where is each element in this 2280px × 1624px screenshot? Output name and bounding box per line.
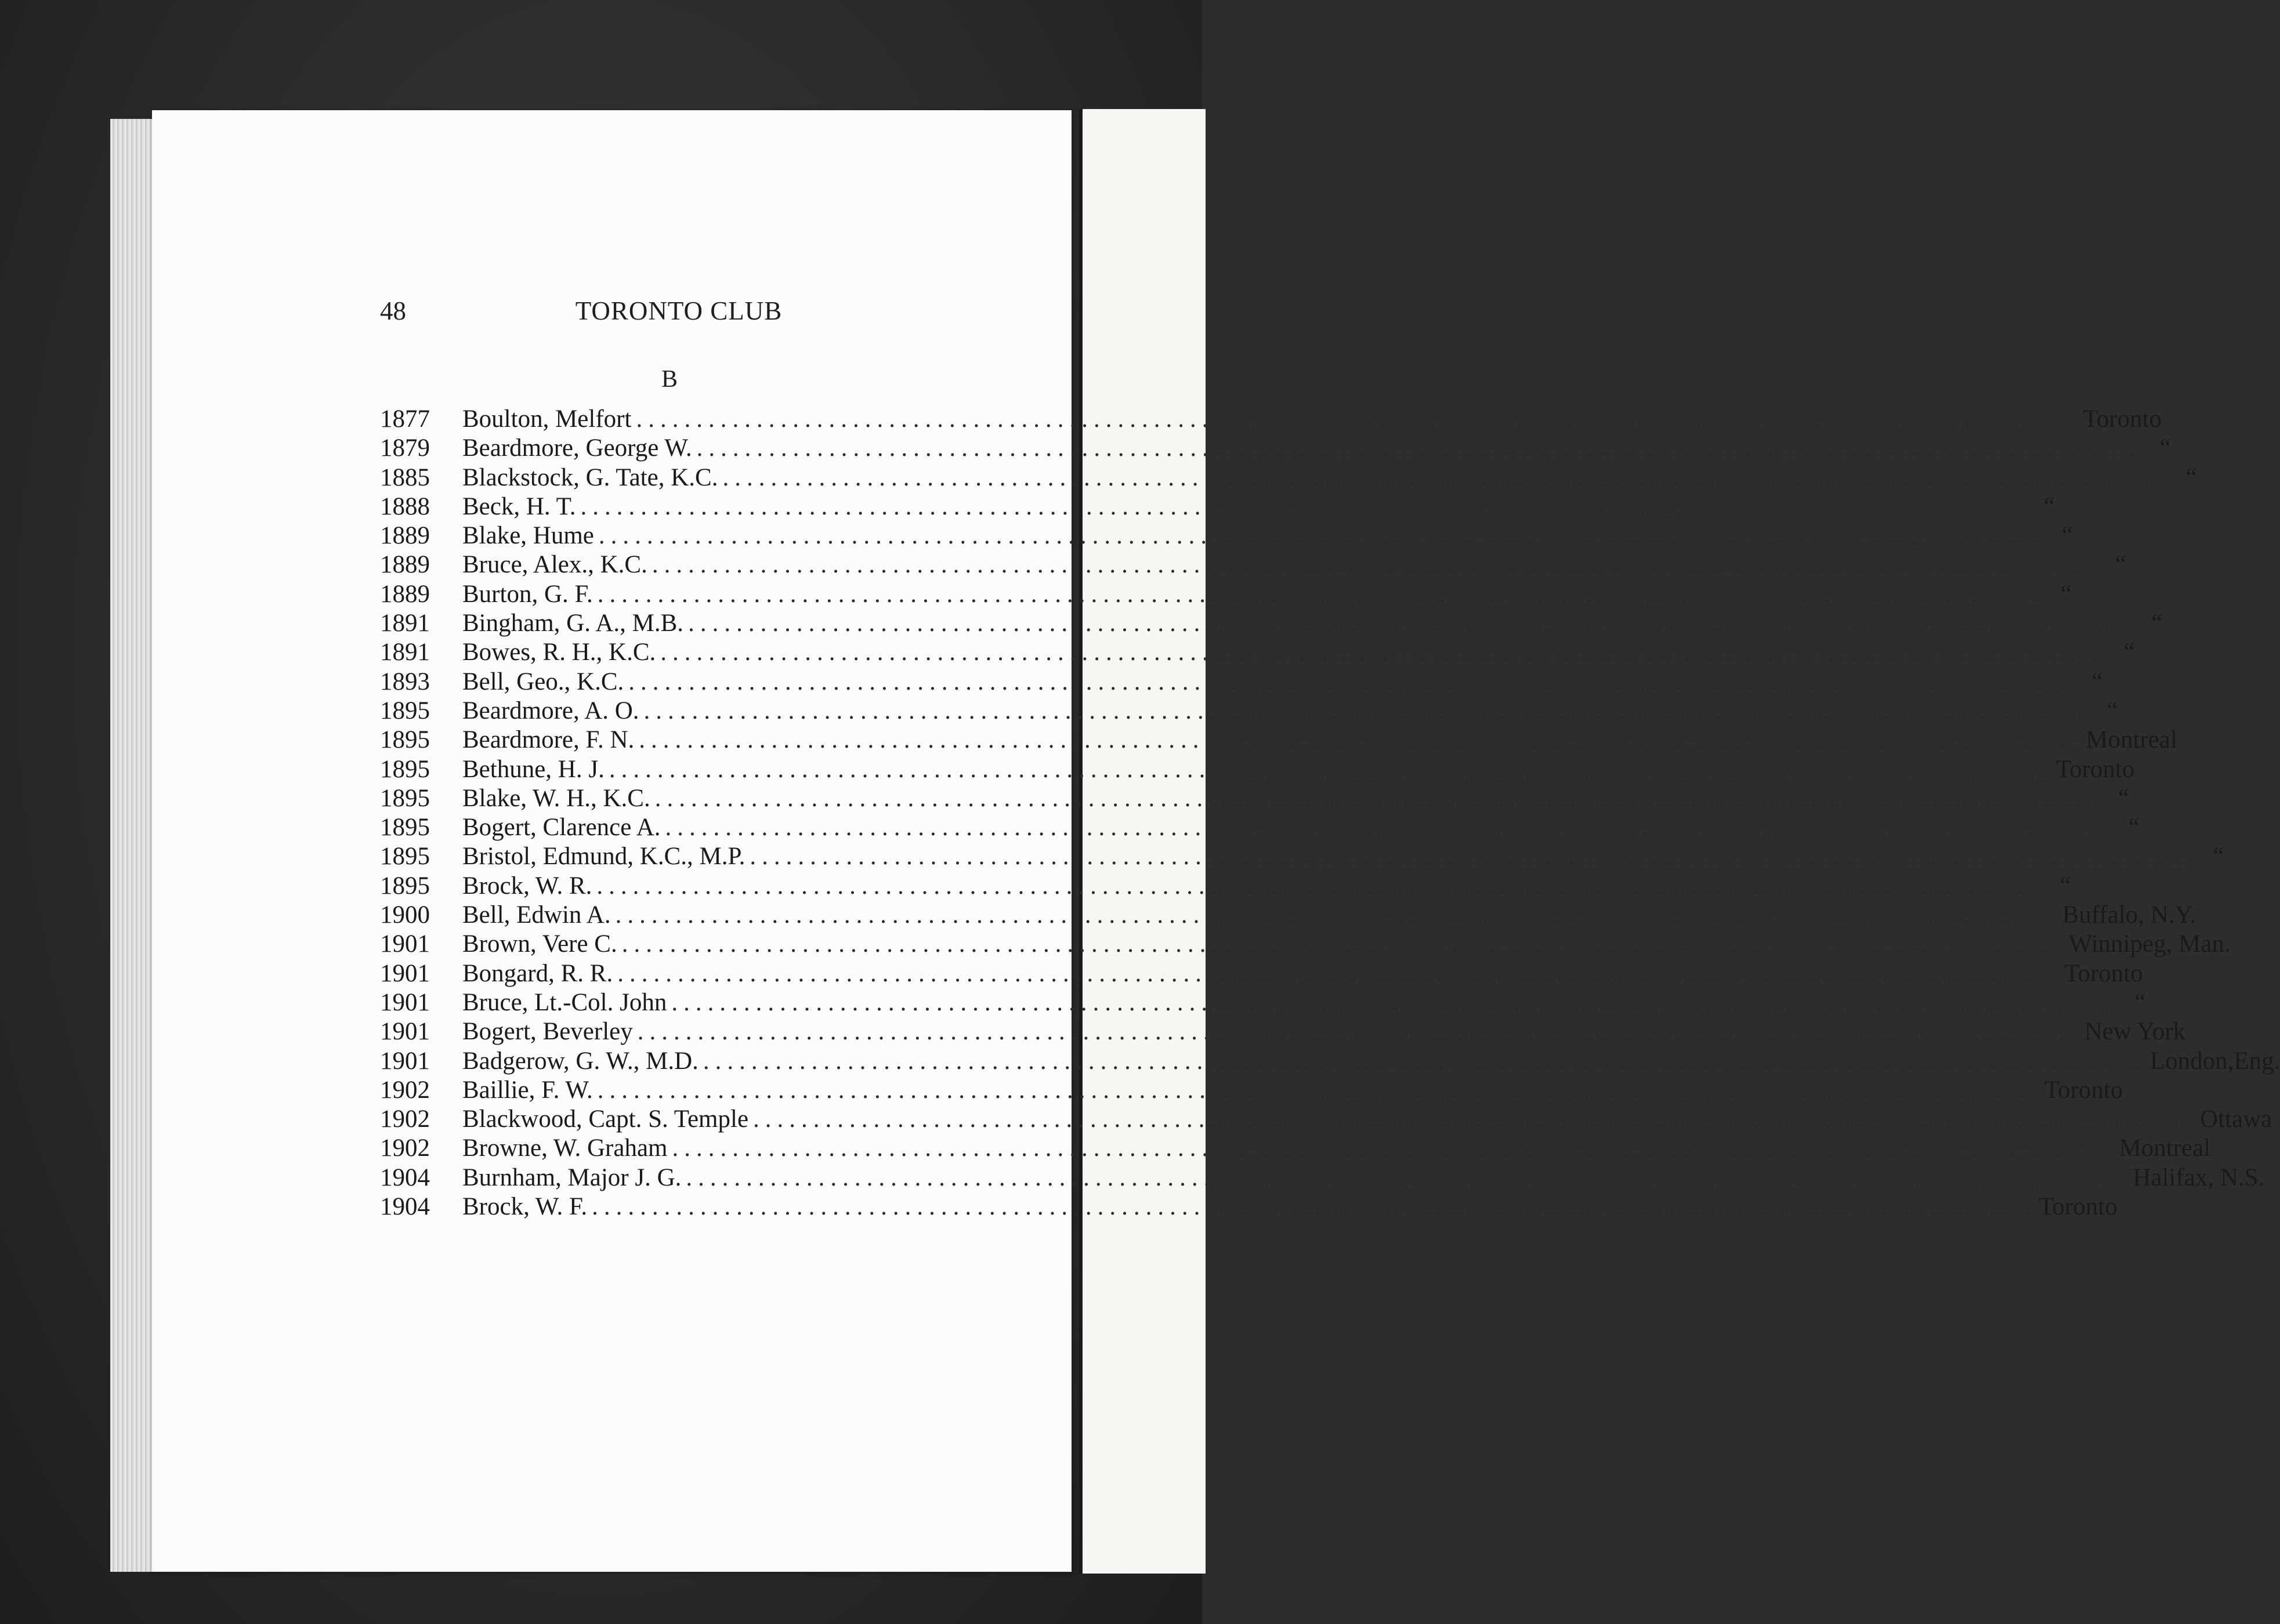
entry-name: Bingham, G. A., M.B. [462, 610, 684, 637]
list-item [380, 638, 2135, 667]
entry-year: 1879 [380, 434, 430, 462]
dot-leader: ........................................................................................................................ [665, 814, 2110, 842]
entry-name-line [462, 580, 2072, 609]
entry-name: Blackwood, Capt. S. Temple [462, 1105, 749, 1133]
dot-leader: ........................................................................................................................ [672, 1134, 2117, 1162]
page-number: 48 [380, 296, 406, 325]
book-page-edges [110, 119, 157, 1572]
dot-leader: ........................................................................................................................ [615, 901, 2060, 929]
dot-leader: ........................................................................................................................ [592, 1193, 2037, 1221]
entry-name: Boulton, Melfort [462, 405, 632, 433]
list-item [380, 901, 2196, 930]
entry-year: 1901 [380, 959, 430, 987]
entry-place: New York [2084, 1018, 2186, 1046]
entry-year: 1895 [380, 697, 430, 724]
entry-name-line [462, 434, 2171, 463]
list-item [380, 434, 2171, 463]
entry-name-line [462, 901, 2196, 930]
entry-name: Bruce, Lt.-Col. John [462, 988, 667, 1016]
entry-year: 1901 [380, 988, 430, 1016]
entry-place: London,Eng. [2149, 1047, 2280, 1075]
entry-place: “ [2213, 843, 2224, 871]
list-item [380, 1163, 2265, 1192]
list-item [380, 521, 2073, 550]
entry-name-line [462, 1047, 2280, 1076]
entry-place: Ottawa [2200, 1105, 2272, 1133]
entry-year: 1895 [380, 872, 430, 900]
entry-name-line [462, 1163, 2265, 1192]
list-item [380, 755, 2135, 784]
entry-name: Bethune, H. J. [462, 755, 605, 783]
entry-name-line [462, 550, 2126, 579]
list-item [380, 930, 2231, 959]
entry-year: 1901 [380, 1047, 430, 1075]
dot-leader: ........................................................................................................................ [696, 434, 2141, 462]
entry-place: Toronto [2064, 959, 2143, 987]
entry-year: 1893 [380, 668, 430, 695]
entry-year: 1891 [380, 610, 430, 637]
entry-name-line [462, 609, 2163, 638]
entry-year: 1889 [380, 580, 430, 608]
entry-name: Burnham, Major J. G. [462, 1163, 682, 1191]
entry-name-line [462, 872, 2071, 901]
entry-year: 1877 [380, 405, 430, 433]
dot-leader: ........................................................................................................................ [688, 610, 2133, 637]
entry-name: Bell, Geo., K.C. [462, 668, 624, 695]
entry-place: “ [2123, 639, 2135, 666]
dot-leader: ........................................................................................................................ [596, 872, 2042, 900]
entry-name-line [462, 697, 2118, 726]
list-item [380, 697, 2118, 726]
entry-place: “ [2118, 784, 2129, 812]
entry-name: Badgerow, G. W., M.D. [462, 1047, 699, 1075]
entry-name-line [462, 463, 2197, 492]
list-item [380, 580, 2072, 609]
entry-year: 1895 [380, 814, 430, 842]
entry-place: “ [2061, 522, 2073, 550]
dot-leader: ........................................................................................................................ [636, 405, 2081, 433]
entry-name-line [462, 755, 2135, 784]
entry-place: “ [2060, 872, 2071, 900]
entry-name-line [462, 842, 2224, 871]
entry-name-line [462, 959, 2143, 988]
dot-leader: ........................................................................................................................ [722, 463, 2167, 491]
list-item [380, 872, 2071, 901]
list-item [380, 1192, 2118, 1221]
entry-place: Buffalo, N.Y. [2062, 901, 2196, 929]
entry-name: Baillie, F. W. [462, 1076, 593, 1104]
dot-leader: ........................................................................................................................ [750, 843, 2195, 871]
entry-place: Montreal [2086, 726, 2177, 754]
entry-year: 1900 [380, 901, 430, 929]
entry-place: Montreal [2119, 1134, 2211, 1162]
list-item [380, 1105, 2272, 1134]
dot-leader: ........................................................................................................................ [580, 492, 2025, 520]
dot-leader: ........................................................................................................................ [637, 1018, 2082, 1046]
list-item [380, 784, 2129, 813]
dot-leader: ........................................................................................................................ [654, 784, 2100, 812]
entry-name-line [462, 668, 2103, 697]
entry-name: Bristol, Edmund, K.C., M.P. [462, 843, 745, 871]
list-item [380, 1134, 2211, 1163]
entry-name-line [462, 813, 2140, 842]
entry-year: 1895 [380, 726, 430, 754]
entry-place: “ [2159, 434, 2171, 462]
entry-place: “ [2151, 610, 2163, 637]
entry-year: 1904 [380, 1163, 430, 1191]
entry-year: 1901 [380, 930, 430, 958]
entry-year: 1895 [380, 755, 430, 783]
dot-leader: ........................................................................................................................ [609, 755, 2054, 783]
dot-leader: ........................................................................................................................ [597, 580, 2042, 608]
entry-name: Brown, Vere C. [462, 930, 617, 958]
entry-place: Winnipeg, Man. [2068, 930, 2231, 958]
entry-name: Beck, H. T. [462, 492, 576, 520]
dot-leader: ........................................................................................................................ [598, 522, 2043, 550]
page-header [380, 296, 978, 336]
list-item [380, 813, 2140, 842]
entry-name: Blackstock, G. Tate, K.C. [462, 463, 718, 491]
entry-name: Brock, W. R. [462, 872, 592, 900]
list-item [380, 609, 2163, 638]
entry-name-line [462, 405, 2162, 434]
entry-name-line [462, 988, 2146, 1017]
entry-year: 1889 [380, 551, 430, 579]
list-item [380, 959, 2143, 988]
section-letter: B [661, 366, 678, 393]
entry-name: Bongard, R. R. [462, 959, 613, 987]
entry-name: Brock, W. F. [462, 1193, 588, 1221]
list-item [380, 492, 2055, 521]
dot-leader: ........................................................................................................................ [628, 668, 2073, 695]
entry-place: “ [2091, 668, 2103, 695]
entry-place: “ [2134, 988, 2146, 1016]
list-item [380, 988, 2146, 1017]
entry-name-line [462, 1134, 2211, 1163]
entry-name-line [462, 492, 2055, 521]
dot-leader: ........................................................................................................................ [621, 930, 2067, 958]
list-item [380, 668, 2103, 697]
entry-place: Toronto [2039, 1193, 2118, 1221]
entry-place: “ [2115, 551, 2126, 579]
entry-place: “ [2185, 463, 2197, 491]
entry-name-line [462, 1105, 2272, 1134]
entry-year: 1895 [380, 784, 430, 812]
entry-year: 1902 [380, 1105, 430, 1133]
entry-place: Toronto [2044, 1076, 2123, 1104]
entry-name: Bowes, R. H., K.C. [462, 639, 656, 666]
entry-year: 1902 [380, 1076, 430, 1104]
entry-name: Beardmore, F. N. [462, 726, 635, 754]
entry-name-line [462, 638, 2135, 667]
entry-name: Beardmore, George W. [462, 434, 692, 462]
dot-leader: ........................................................................................................................ [617, 959, 2062, 987]
entry-name: Bruce, Alex., K.C. [462, 551, 647, 579]
dot-leader: ........................................................................................................................ [652, 551, 2097, 579]
dot-leader: ........................................................................................................................ [753, 1105, 2198, 1133]
entry-year: 1901 [380, 1018, 430, 1046]
entry-place: “ [2128, 814, 2140, 842]
dot-leader: ........................................................................................................................ [703, 1047, 2148, 1075]
list-item [380, 726, 2177, 755]
entry-year: 1885 [380, 463, 430, 491]
entry-name-line [462, 784, 2129, 813]
list-item [380, 1017, 2186, 1046]
list-item [380, 842, 2224, 871]
entry-year: 1888 [380, 492, 430, 520]
list-item [380, 405, 2162, 434]
entry-place: Halifax, N.S. [2133, 1163, 2265, 1191]
entry-place: Toronto [2083, 405, 2162, 433]
entry-name-line [462, 1192, 2118, 1221]
entry-place: “ [2043, 492, 2055, 520]
list-item [380, 1047, 2280, 1076]
running-head-title: TORONTO CLUB [575, 296, 783, 325]
dot-leader: ........................................................................................................................ [597, 1076, 2042, 1104]
entry-name: Browne, W. Graham [462, 1134, 668, 1162]
entry-year: 1895 [380, 843, 430, 871]
list-item [380, 550, 2126, 579]
entry-year: 1904 [380, 1193, 430, 1221]
entry-place: Toronto [2055, 755, 2135, 783]
entry-name-line [462, 1017, 2186, 1046]
dot-leader: ........................................................................................................................ [639, 726, 2084, 754]
entry-year: 1889 [380, 522, 430, 550]
member-list [380, 405, 2280, 1221]
entry-name-line [462, 1076, 2123, 1105]
entry-name: Bogert, Clarence A. [462, 814, 661, 842]
entry-name: Burton, G. F. [462, 580, 593, 608]
entry-name: Beardmore, A. O. [462, 697, 639, 724]
entry-year: 1891 [380, 639, 430, 666]
list-item [380, 1076, 2123, 1105]
dot-leader: ........................................................................................................................ [686, 1163, 2131, 1191]
entry-name-line [462, 930, 2231, 959]
entry-name: Blake, Hume [462, 522, 594, 550]
dot-leader: ........................................................................................................................ [643, 697, 2089, 724]
entry-name: Bell, Edwin A. [462, 901, 611, 929]
dot-leader: ........................................................................................................................ [660, 639, 2105, 666]
entry-name-line [462, 521, 2073, 550]
entry-name: Bogert, Beverley [462, 1018, 633, 1046]
entry-year: 1902 [380, 1134, 430, 1162]
list-item [380, 463, 2197, 492]
entry-name: Blake, W. H., K.C. [462, 784, 650, 812]
entry-name-line [462, 726, 2177, 755]
entry-place: “ [2060, 580, 2072, 608]
dot-leader: ........................................................................................................................ [671, 988, 2116, 1016]
entry-place: “ [2107, 697, 2118, 724]
